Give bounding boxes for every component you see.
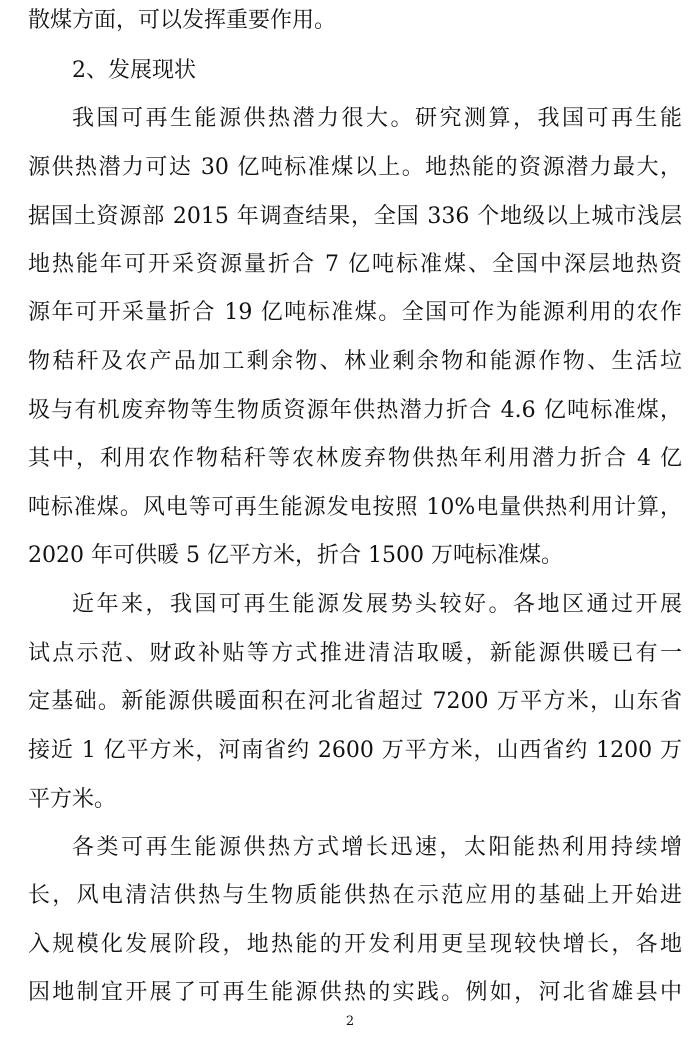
paragraph-1-line-5: 源年可开采量折合 19 亿吨标准煤。全国可作为能源利用的农作 xyxy=(28,300,682,325)
paragraph-1-line-4: 地热能年可开采资源量折合 7 亿吨标准煤、全国中深层地热资 xyxy=(28,252,682,277)
section-heading: 2、发展现状 xyxy=(72,58,196,83)
paragraph-3-line-1: 各类可再生能源供热方式增长迅速，太阳能热利用持续增 xyxy=(72,835,682,860)
paragraph-1-line-6: 物秸秆及农产品加工剩余物、林业剩余物和能源作物、生活垃 xyxy=(28,349,682,374)
page-number: 2 xyxy=(345,1014,355,1029)
paragraph-2-line-5: 平方米。 xyxy=(28,787,117,812)
paragraph-1-line-9: 吨标准煤。风电等可再生能源发电按照 10%电量供热利用计算， xyxy=(28,495,682,520)
paragraph-2-line-2: 试点示范、财政补贴等方式推进清洁取暖，新能源供暖已有一 xyxy=(28,641,682,666)
paragraph-3-line-2: 长，风电清洁供热与生物质能供热在示范应用的基础上开始进 xyxy=(28,883,682,908)
paragraph-3-line-3: 入规模化发展阶段，地热能的开发利用更呈现较快增长，各地 xyxy=(28,932,682,957)
paragraph-2-line-1: 近年来，我国可再生能源发展势头较好。各地区通过开展 xyxy=(72,592,682,617)
paragraph-1-line-3: 据国土资源部 2015 年调查结果，全国 336 个地级以上城市浅层 xyxy=(28,204,682,229)
text-line-continuation: 散煤方面，可以发挥重要作用。 xyxy=(28,8,337,33)
paragraph-1-line-2: 源供热潜力可达 30 亿吨标准煤以上。地热能的资源潜力最大， xyxy=(28,155,682,180)
paragraph-1-line-1: 我国可再生能源供热潜力很大。研究测算，我国可再生能 xyxy=(72,106,682,131)
paragraph-1-line-10: 2020 年可供暖 5 亿平方米，折合 1500 万吨标准煤。 xyxy=(28,543,563,568)
paragraph-1-line-7: 圾与有机废弃物等生物质资源年供热潜力折合 4.6 亿吨标准煤， xyxy=(28,398,682,423)
paragraph-2-line-3: 定基础。新能源供暖面积在河北省超过 7200 万平方米，山东省 xyxy=(28,689,682,714)
paragraph-2-line-4: 接近 1 亿平方米，河南省约 2600 万平方米，山西省约 1200 万 xyxy=(28,738,682,763)
paragraph-1-line-8: 其中，利用农作物秸秆等农林废弃物供热年利用潜力折合 4 亿 xyxy=(28,446,682,471)
paragraph-3-line-4: 因地制宜开展了可再生能源供热的实践。例如，河北省雄县中 xyxy=(28,980,682,1005)
